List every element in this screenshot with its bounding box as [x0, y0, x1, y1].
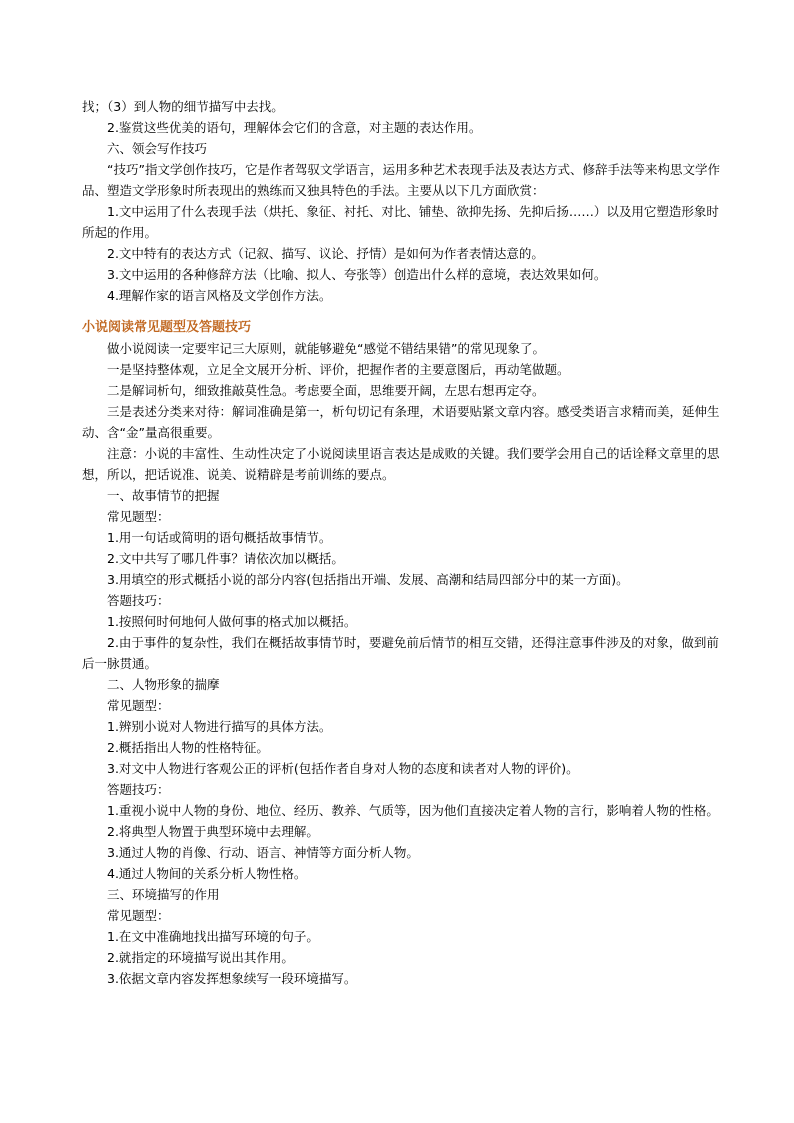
paragraph: “技巧”指文学创作技巧，它是作者驾驭文学语言，运用多种艺术表现手法及表达方式、修辞手法等来构思文学作品、塑造文学形象时所表现出的熟练而又独具特色的手法。主要从以下几方面欣赏：	[82, 162, 720, 198]
document-body	[82, 96, 722, 989]
list-item: 3.对文中人物进行客观公正的评析(包括作者自身对人物的态度和读者对人物的评价)。	[107, 761, 579, 776]
list-item: 1.用一句话或简明的语句概括故事情节。	[107, 530, 332, 545]
section-heading: 小说阅读常见题型及答题技巧	[82, 320, 252, 335]
label: 常见题型：	[107, 698, 170, 713]
text-line: 找；（3）到人物的细节描写中去找。	[82, 99, 284, 114]
text-line: 二是解词析句，细致推敲莫性急。考虑要全面，思维要开阔，左思右想再定夺。	[107, 383, 545, 398]
list-item: 3.用填空的形式概括小说的部分内容(包括指出开端、发展、高潮和结局四部分中的某一方面)。	[107, 572, 629, 587]
paragraph: 1.文中运用了什么表现手法（烘托、象征、衬托、对比、铺垫、欲抑先扬、先抑后扬……）以及用它塑造形象时所起的作用。	[82, 204, 719, 240]
list-item: 4.理解作家的语言风格及文学创作方法。	[107, 288, 332, 303]
list-item: 3.依据文章内容发挥想象续写一段环境描写。	[107, 971, 357, 986]
label: 答题技巧：	[107, 593, 170, 608]
section-subtitle: 一、故事情节的把握	[107, 488, 220, 503]
list-item: 2.就指定的环境描写说出其作用。	[107, 950, 294, 965]
text-line: 2.鉴赏这些优美的语句，理解体会它们的含意，对主题的表达作用。	[107, 120, 482, 135]
paragraph: 1.重视小说中人物的身份、地位、经历、教养、气质等，因为他们直接决定着人物的言行，影响着人物的性格。	[107, 803, 719, 818]
text-line: 一是坚持整体观，立足全文展开分析、评价，把握作者的主要意图后，再动笔做题。	[107, 362, 570, 377]
label: 常见题型：	[107, 509, 170, 524]
paragraph: 2.由于事件的复杂性，我们在概括故事情节时，要避免前后情节的相互交错，还得注意事件涉及的对象，做到前后一脉贯通。	[82, 635, 719, 671]
list-item: 3.文中运用的各种修辞方法（比喻、拟人、夸张等）创造出什么样的意境，表达效果如何。	[107, 267, 607, 282]
list-item: 2.将典型人物置于典型环境中去理解。	[107, 824, 319, 839]
label: 常见题型：	[107, 908, 170, 923]
label: 答题技巧：	[107, 782, 170, 797]
list-item: 2.概括指出人物的性格特征。	[107, 740, 269, 755]
section-subtitle: 六、领会写作技巧	[107, 141, 208, 156]
list-item: 4.通过人物间的关系分析人物性格。	[107, 866, 307, 881]
list-item: 2.文中特有的表达方式（记叙、描写、议论、抒情）是如何为作者表情达意的。	[107, 246, 544, 261]
paragraph: 注意：小说的丰富性、生动性决定了小说阅读里语言表达是成败的关键。我们要学会用自己的话诠释文章里的思想，所以，把话说准、说美、说精辟是考前训练的要点。	[82, 446, 720, 482]
list-item: 1.辨别小说对人物进行描写的具体方法。	[107, 719, 332, 734]
section-subtitle: 三、环境描写的作用	[107, 887, 220, 902]
text-line: 做小说阅读一定要牢记三大原则，就能够避免“感觉不错结果错”的常见现象了。	[107, 341, 545, 356]
list-item: 1.在文中准确地找出描写环境的句子。	[107, 929, 319, 944]
list-item: 2.文中共写了哪几件事？请依次加以概括。	[107, 551, 344, 566]
list-item: 3.通过人物的肖像、行动、语言、神情等方面分析人物。	[107, 845, 419, 860]
section-subtitle: 二、人物形象的揣摩	[107, 677, 220, 692]
list-item: 1.按照何时何地何人做何事的格式加以概括。	[107, 614, 357, 629]
paragraph: 三是表述分类来对待：解词准确是第一，析句切记有条理，术语要贴紧文章内容。感受类语言求精而美，延伸生动、含“金”量高很重要。	[82, 404, 720, 440]
